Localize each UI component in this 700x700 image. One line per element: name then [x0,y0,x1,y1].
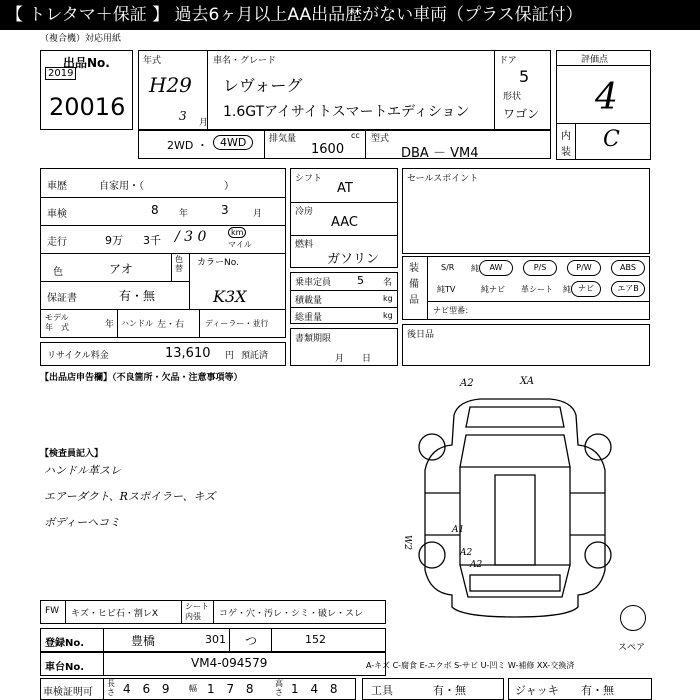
lot-number: 20016 [49,93,126,121]
year-label: 年式 [143,56,162,66]
color-change-label: 色替 [175,255,183,273]
width-value: 1 7 8 [207,682,258,696]
model-year-unit: 年 [105,320,115,330]
drive-4wd: 4WD [213,135,253,150]
seat-label: シート内張 [185,602,209,621]
registration-row [40,628,386,652]
vehicle-spec-row [138,130,551,159]
registration-number2: 152 [305,633,326,646]
equip-navi: 純ナビ [481,285,505,294]
fuel-value: ガソリン [327,252,380,267]
fw-row [40,600,386,624]
vehicle-box [138,50,551,130]
fw-label: FW [45,606,60,616]
details-box [40,168,286,338]
equip-tv: 純TV [437,285,456,294]
model-type: DBA － VM4 [401,146,479,161]
name-label: 車名・グレード [213,56,277,66]
mileage-unit-km: km [228,227,246,238]
capacity-value: 5 [357,274,364,287]
inspection-month-unit: 月 [253,209,263,219]
rating-box [556,50,651,160]
chassis-value: VM4-094579 [191,656,268,670]
equip-aw-prefix: 純 [471,264,479,273]
lot-year-tag: 2019 [45,67,76,80]
tools-value: 有・無 [433,684,466,697]
registration-city: 豊橋 [131,634,156,648]
lot-label: 出品No. [63,56,110,70]
displacement-unit: cc [351,131,360,140]
inspector-note-2: エアーダクト、Rスポイラー、キズ [44,490,216,503]
fw-value: キズ・ヒビ石・割レX [71,609,158,619]
length-label: 長さ [107,679,115,697]
mileage-handwritten: / 3 0 [175,229,207,245]
equip-navi2-prefix: 純 [563,285,571,294]
doors: 5 [519,67,530,86]
score: 4 [595,77,618,118]
tools-box [362,678,504,700]
shift-label: シフト [295,174,323,184]
color-value: アオ [109,262,133,276]
history-value: 自家用・（ ） [99,181,234,192]
aircon-label: 冷房 [295,207,314,217]
interior-label-2: 装 [561,147,571,158]
inspector-note-3: ボディーヘコミ [44,516,121,529]
equip-abs: ABS [611,260,645,276]
equip-ps: P/S [523,260,557,276]
dealer-label: ディーラー・並行 [205,319,269,328]
door-label: ドア [499,56,517,66]
grade: 1.6GTアイサイトスマートエディション [223,104,470,120]
height-value: 1 4 8 [291,682,342,696]
model-type-label: 型式 [371,134,390,144]
chassis-label: 車台No. [45,662,85,673]
handle-value: 左・右 [157,320,185,330]
warranty-label: 保証書 [47,293,77,304]
shape-label: 形状 [503,92,522,102]
mechanics-box [290,168,398,268]
equip-sr: S/R [441,263,455,272]
displacement: 1600 [311,142,345,157]
mileage-label: 走行 [47,237,67,248]
inspector-label: 【検査員記入】 [40,449,104,459]
model-year-label-1: モデル [45,313,69,322]
deadline-label: 書類期限 [295,334,332,344]
color-no: K3X [213,287,247,306]
month-unit: 月 [199,118,209,128]
score-label: 評価点 [581,55,609,65]
displacement-label: 排気量 [269,134,297,144]
load-unit: kg [383,294,393,303]
spare-tire-icon [620,605,646,631]
recycle-box [40,342,286,366]
recycle-value: 13,610 [165,346,211,361]
sales-point-label: セールスポイント [407,174,479,184]
color-label: 色 [53,267,63,278]
warranty-value: 有・無 [119,289,156,303]
deadline-box [290,328,398,366]
capacity-unit: 名 [383,278,393,288]
mileage-man: 9万 [105,234,123,247]
interior-label-1: 内 [561,131,571,142]
recycle-label: リサイクル料金 [47,351,109,361]
gross-weight-label: 総重量 [295,313,323,323]
header-banner: 【 トレタマ＋保証 】 過去6ヶ月以上AA出品歴がない車両（プラス保証付） [0,0,700,30]
fuel-label: 燃料 [295,240,314,250]
mileage-unit-mile: マイル [228,240,252,249]
handle-label: ハンドル [121,319,153,328]
registration-kana: つ [245,634,258,648]
jack-box [508,678,652,700]
registration-label: 登録No. [45,638,85,649]
jack-value: 有・無 [581,684,614,697]
mark-front-left: A2 [460,378,474,389]
chassis-row [40,652,386,676]
spare-label: スペア [618,643,646,653]
mark-center-a: A2 [470,560,483,570]
certificate-label: 車検証明可 [43,687,93,698]
width-label: 幅 [189,684,197,693]
drive-2wd: 2WD ・ [167,139,208,152]
registration-number1: 301 [205,633,226,646]
damage-legend: A-キズ C-腐食 E-エクボ S-サビ U-凹ミ W-補修 XX-交換済 [366,661,575,670]
equip-airbag: エアB [611,281,645,297]
recycle-unit: 円 [225,351,235,361]
capacity-box [290,272,398,324]
shift-value: AT [337,181,353,196]
interior-grade: C [603,127,620,152]
inspection-year-unit: 年 [179,209,189,219]
post-date-label: 後日品 [407,330,435,340]
equip-navi2: ナビ [571,281,601,297]
gross-weight-unit: kg [383,311,393,320]
seat-value: コゲ・穴・汚レ・シミ・破レ・スレ [219,609,364,619]
length-value: 4 6 9 [123,682,174,696]
equip-leather: 革シート [521,285,553,294]
inspection-year: 8 [151,203,159,217]
model-name: レヴォーグ [223,76,303,95]
equip-aw: AW [479,260,513,276]
equipment-box [402,256,650,320]
mark-side-w: W2 [402,535,412,550]
load-label: 積載量 [295,296,323,306]
applicable-note: （複合機）対応用紙 [40,34,122,44]
shape: ワゴン [503,107,540,121]
lot-box [40,50,133,130]
inspector-note-1: ハンドル革スレ [44,464,121,477]
mileage-sen: 3千 [143,234,161,247]
tools-label: 工具 [371,684,393,697]
inspection-month: 3 [221,203,229,217]
equip-pw: P/W [567,260,601,276]
post-date-box [402,324,650,366]
deadline-unit: 月 日 [335,354,372,364]
history-label: 車歴 [47,181,67,192]
era-year: H29 [149,73,192,97]
color-no-label: カラーNo. [197,258,239,268]
mark-rear-a: A2 [460,548,473,558]
height-label: 高さ [275,679,283,697]
sales-point-box [402,168,650,254]
mark-front-right: XA [520,376,534,387]
jack-label: ジャッキ [515,684,559,697]
seller-declaration: 【出品店申告欄】（不良箇所・欠品・注意事項等） [40,373,243,383]
navi-type-label: ナビ型番： [433,306,473,315]
certificate-row [40,678,356,700]
model-year-label-2: 年 式 [45,323,69,332]
mark-side-a: A1 [452,525,465,535]
car-damage-diagram [400,375,630,620]
capacity-label: 乗車定員 [295,278,332,288]
manufacture-month: 3 [179,109,187,123]
aircon-value: AAC [331,215,358,230]
equipment-label: 装備品 [409,263,419,306]
recycle-note: 預託済 [241,351,269,361]
inspection-label: 車検 [47,209,67,220]
